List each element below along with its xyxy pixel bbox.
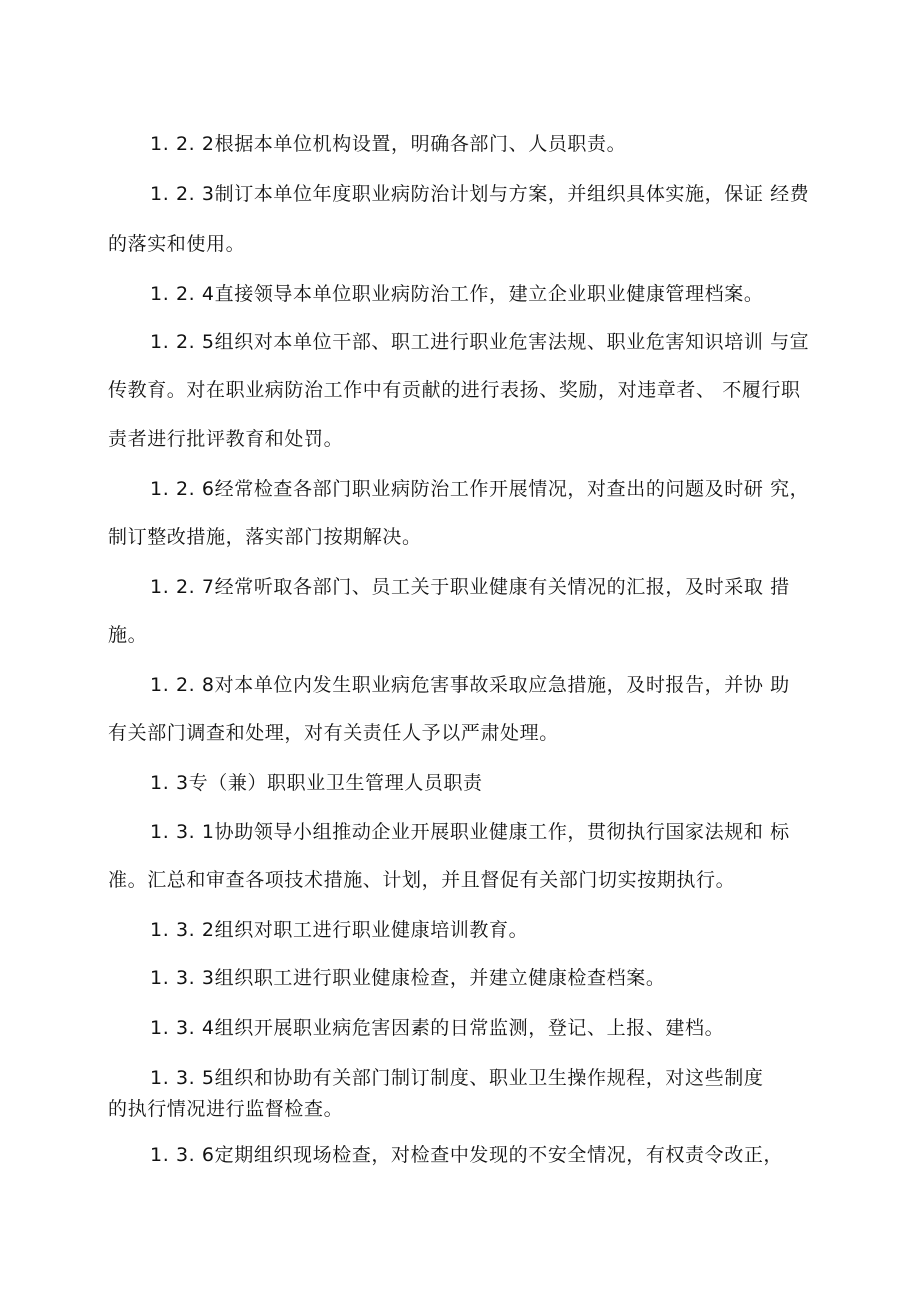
- text-line: 传教育。对在职业病防治工作中有贡献的进行表扬、奖励，对违章者、 不履行职: [108, 379, 801, 401]
- text-line: 准。汇总和审查各项技术措施、计划，并且督促有关部门切实按期执行。: [108, 869, 736, 891]
- text-line: 1. 2. 5组织对本单位干部、职工进行职业危害法规、职业危害知识培训 与宣: [150, 331, 810, 353]
- text-line: 1. 3. 6定期组织现场检查，对检查中发现的不安全情况，有权责令改正，: [150, 1144, 784, 1166]
- text-line: 1. 2. 6经常检查各部门职业病防治工作开展情况，对查出的问题及时研 究，: [150, 478, 810, 500]
- text-line: 1. 3. 5组织和协助有关部门制订制度、职业卫生操作规程，对这些制度: [150, 1067, 764, 1089]
- text-line: 的落实和使用。: [108, 233, 246, 255]
- text-line: 有关部门调查和处理，对有关责任人予以严肃处理。: [108, 722, 559, 744]
- text-line: 制订整改措施，落实部门按期解决。: [108, 526, 422, 548]
- text-line: 1. 2. 4直接领导本单位职业病防治工作，建立企业职业健康管理档案。: [150, 283, 764, 305]
- text-line: 1. 2. 8对本单位内发生职业病危害事故采取应急措施，及时报告，并协 助: [150, 674, 790, 696]
- text-line: 的执行情况进行监督检查。: [108, 1098, 344, 1120]
- text-line: 1. 3. 1协助领导小组推动企业开展职业健康工作，贯彻执行国家法规和 标: [150, 821, 790, 843]
- text-line: 1. 2. 3制订本单位年度职业病防治计划与方案，并组织具体实施，保证 经费: [150, 183, 810, 205]
- text-line: 1. 2. 7经常听取各部门、员工关于职业健康有关情况的汇报，及时采取 措: [150, 576, 790, 598]
- text-line: 1. 3. 3组织职工进行职业健康检查，并建立健康检查档案。: [150, 967, 666, 989]
- text-line: 责者进行批评教育和处罚。: [108, 428, 344, 450]
- text-line: 1. 2. 2根据本单位机构设置，明确各部门、人员职责。: [150, 133, 627, 155]
- section-heading: 1. 3专（兼）职职业卫生管理人员职责: [150, 772, 483, 794]
- text-line: 1. 3. 4组织开展职业病危害因素的日常监测，登记、上报、建档。: [150, 1017, 725, 1039]
- text-line: 1. 3. 2组织对职工进行职业健康培训教育。: [150, 919, 529, 941]
- text-line: 施。: [108, 624, 148, 646]
